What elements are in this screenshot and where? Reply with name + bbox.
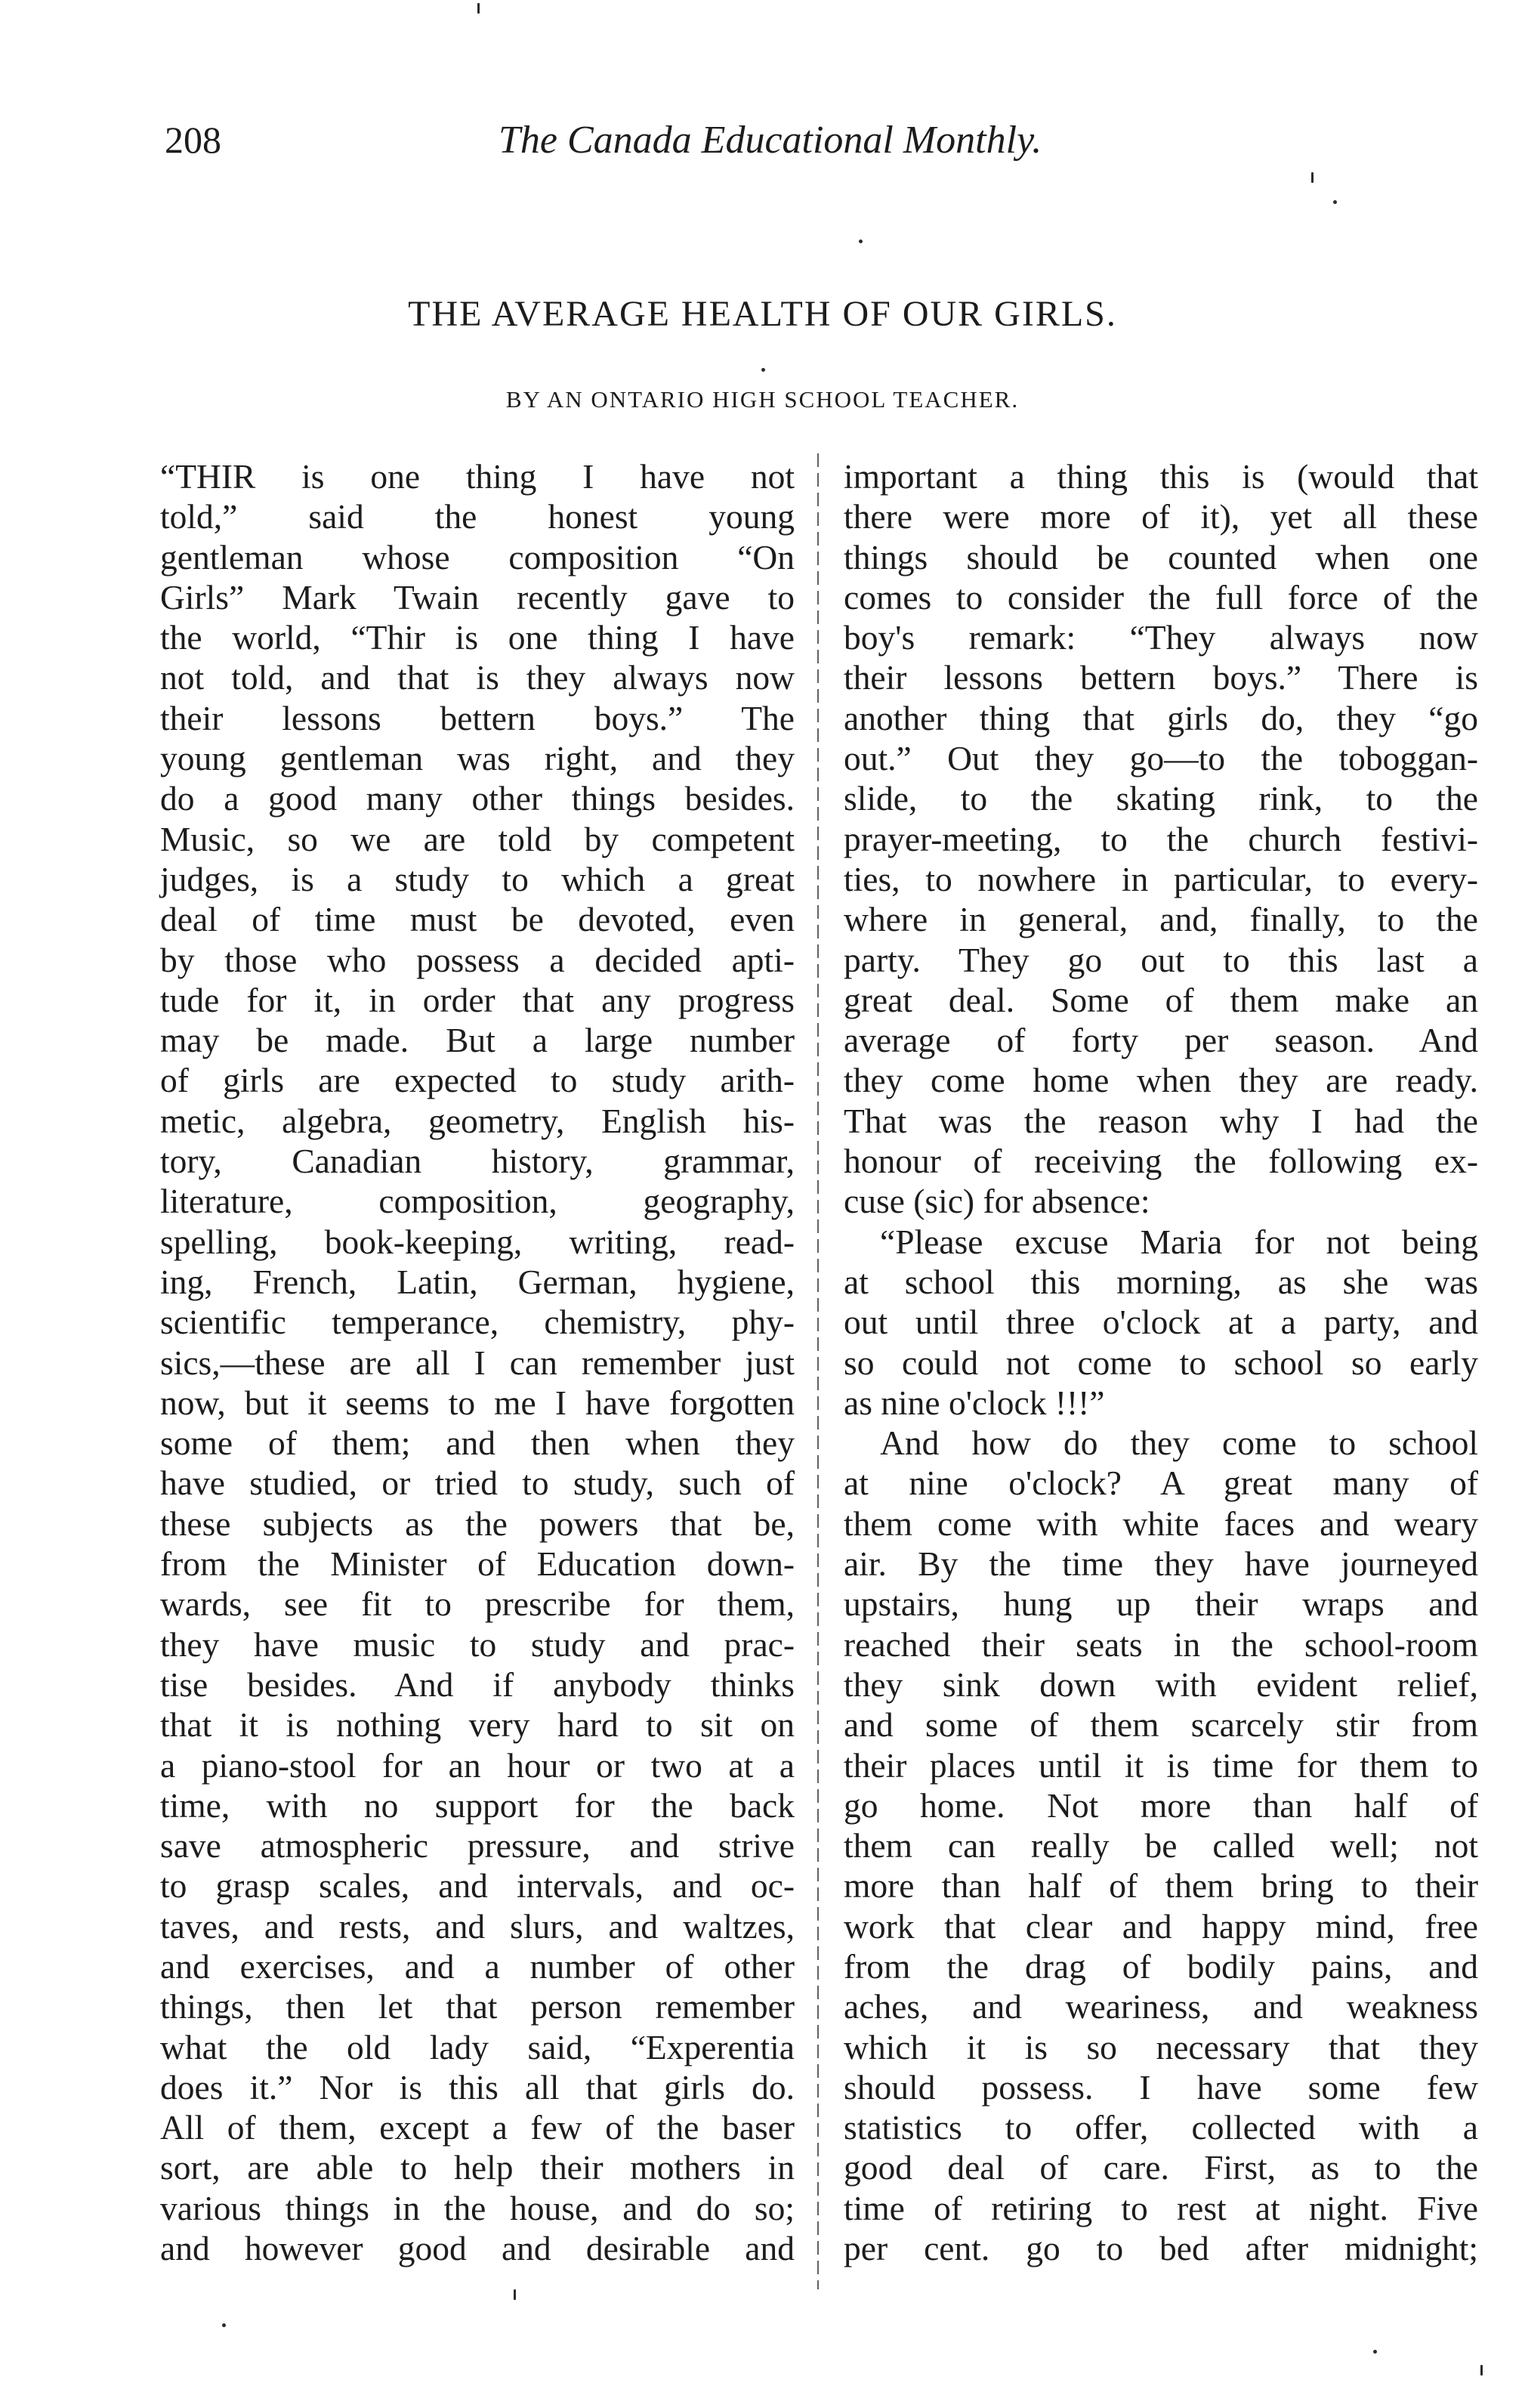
- text-line: so could not come to school so early: [844, 1343, 1478, 1382]
- text-line: and some of them scarcely stir from: [844, 1705, 1478, 1745]
- text-line: and exercises, and a number of other: [160, 1946, 795, 1986]
- print-speck: [1333, 200, 1337, 204]
- text-line: their places until it is time for them to: [844, 1745, 1478, 1785]
- text-line: things, then let that person remember: [160, 1987, 795, 2026]
- text-line: scientific temperance, chemistry, phy-: [160, 1303, 795, 1342]
- text-line: reached their seats in the school-room: [844, 1624, 1478, 1664]
- text-line: save atmospheric pressure, and strive: [160, 1826, 795, 1866]
- text-line: out until three o'clock at a party, and: [844, 1303, 1478, 1342]
- text-line: another thing that girls do, they “go: [844, 698, 1478, 737]
- text-line: does it.” Nor is this all that girls do.: [160, 2067, 795, 2107]
- print-speck: [1480, 2365, 1483, 2376]
- text-line: them can really be called well; not: [844, 1826, 1478, 1866]
- text-line: boy's remark: “They always now: [844, 618, 1478, 657]
- text-line: average of forty per season. And: [844, 1021, 1478, 1060]
- text-line: as nine o'clock !!!”: [844, 1383, 1105, 1422]
- text-line: not told, and that is they always now: [160, 658, 795, 697]
- text-line: to grasp scales, and intervals, and oc-: [160, 1866, 795, 1906]
- print-speck: [761, 368, 765, 372]
- text-line: and however good and desirable and: [160, 2229, 795, 2268]
- running-title: The Canada Educational Monthly.: [499, 119, 1042, 162]
- text-line: these subjects as the powers that be,: [160, 1504, 795, 1543]
- text-line: they come home when they are ready.: [844, 1061, 1478, 1100]
- text-line: now, but it seems to me I have forgotten: [160, 1383, 795, 1422]
- text-line: told,” said the honest young: [160, 497, 795, 536]
- text-line: ties, to nowhere in particular, to every-: [844, 859, 1478, 898]
- print-speck: [477, 3, 480, 14]
- text-line: tise besides. And if anybody thinks: [160, 1665, 795, 1704]
- text-line: should possess. I have some few: [844, 2067, 1478, 2107]
- text-line: Girls” Mark Twain recently gave to: [160, 577, 795, 617]
- text-line: slide, to the skating rink, to the: [844, 779, 1478, 818]
- text-line: have studied, or tried to study, such of: [160, 1464, 795, 1503]
- text-line: do a good many other things besides.: [160, 779, 795, 818]
- text-line: at nine o'clock? A great many of: [844, 1464, 1478, 1503]
- article-title: THE AVERAGE HEALTH OF OUR GIRLS.: [408, 294, 1117, 334]
- print-speck: [222, 2323, 226, 2327]
- text-line: various things in the house, and do so;: [160, 2188, 795, 2227]
- text-line: a piano-stool for an hour or two at a: [160, 1745, 795, 1785]
- text-line: “Please excuse Maria for not being: [880, 1222, 1478, 1261]
- text-line: their lessons bettern boys.” There is: [844, 658, 1478, 697]
- column-divider: [817, 453, 819, 2289]
- text-line: prayer-meeting, to the church festivi-: [844, 819, 1478, 858]
- text-line: them come with white faces and weary: [844, 1504, 1478, 1543]
- text-line: by those who possess a decided apti-: [160, 940, 795, 979]
- text-line: sics,—these are all I can remember just: [160, 1343, 795, 1382]
- text-line: party. They go out to this last a: [844, 940, 1478, 979]
- text-line: And how do they come to school: [880, 1423, 1478, 1463]
- text-line: aches, and weariness, and weakness: [844, 1987, 1478, 2026]
- text-line: tory, Canadian history, grammar,: [160, 1142, 795, 1181]
- text-line: “THIR is one thing I have not: [160, 457, 795, 496]
- text-line: sort, are able to help their mothers in: [160, 2148, 795, 2187]
- text-line: tude for it, in order that any progress: [160, 980, 795, 1019]
- text-line: comes to consider the full force of the: [844, 577, 1478, 617]
- text-line: of girls are expected to study arith-: [160, 1061, 795, 1100]
- text-line: some of them; and then when they: [160, 1423, 795, 1463]
- text-line: may be made. But a large number: [160, 1021, 795, 1060]
- text-line: air. By the time they have journeyed: [844, 1544, 1478, 1584]
- text-line: they have music to study and prac-: [160, 1624, 795, 1664]
- text-line: judges, is a study to which a great: [160, 859, 795, 898]
- text-column-left: [160, 456, 795, 2268]
- text-line: work that clear and happy mind, free: [844, 1906, 1478, 1946]
- text-line: where in general, and, finally, to the: [844, 900, 1478, 939]
- text-line: which it is so necessary that they: [844, 2027, 1478, 2066]
- text-column-right: [844, 456, 1478, 2268]
- text-line: statistics to offer, collected with a: [844, 2108, 1478, 2147]
- text-line: their lessons bettern boys.” The: [160, 698, 795, 737]
- text-line: upstairs, hung up their wraps and: [844, 1584, 1478, 1624]
- text-line: wards, see fit to prescribe for them,: [160, 1584, 795, 1624]
- text-line: taves, and rests, and slurs, and waltzes,: [160, 1906, 795, 1946]
- print-speck: [1311, 172, 1314, 183]
- text-line: out.” Out they go—to the toboggan-: [844, 739, 1478, 778]
- text-line: important a thing this is (would that: [844, 457, 1478, 496]
- text-line: honour of receiving the following ex-: [844, 1142, 1478, 1181]
- text-line: cuse (sic) for absence:: [844, 1182, 1150, 1221]
- text-line: gentleman whose composition “On: [160, 537, 795, 576]
- print-speck: [514, 2289, 516, 2300]
- article-byline: BY AN ONTARIO HIGH SCHOOL TEACHER.: [505, 386, 1020, 413]
- text-line: per cent. go to bed after midnight;: [844, 2229, 1478, 2268]
- text-line: great deal. Some of them make an: [844, 980, 1478, 1019]
- text-line: go home. Not more than half of: [844, 1785, 1478, 1825]
- text-line: spelling, book-keeping, writing, read-: [160, 1222, 795, 1261]
- text-line: That was the reason why I had the: [844, 1101, 1478, 1140]
- text-line: Music, so we are told by competent: [160, 819, 795, 858]
- print-speck: [859, 240, 863, 243]
- text-line: literature, composition, geography,: [160, 1182, 795, 1221]
- text-line: they sink down with evident relief,: [844, 1665, 1478, 1704]
- text-line: what the old lady said, “Experentia: [160, 2027, 795, 2066]
- text-line: at school this morning, as she was: [844, 1262, 1478, 1301]
- text-line: things should be counted when one: [844, 537, 1478, 576]
- text-line: good deal of care. First, as to the: [844, 2148, 1478, 2187]
- text-line: time of retiring to rest at night. Five: [844, 2188, 1478, 2227]
- text-line: deal of time must be devoted, even: [160, 900, 795, 939]
- text-line: ing, French, Latin, German, hygiene,: [160, 1262, 795, 1301]
- text-line: metic, algebra, geometry, English his-: [160, 1101, 795, 1140]
- print-speck: [1373, 2350, 1377, 2354]
- text-line: All of them, except a few of the baser: [160, 2108, 795, 2147]
- text-line: young gentleman was right, and they: [160, 739, 795, 778]
- page-number: 208: [165, 119, 221, 161]
- text-line: from the Minister of Education down-: [160, 1544, 795, 1584]
- text-line: there were more of it), yet all these: [844, 497, 1478, 536]
- text-line: time, with no support for the back: [160, 1785, 795, 1825]
- text-line: the world, “Thir is one thing I have: [160, 618, 795, 657]
- text-line: that it is nothing very hard to sit on: [160, 1705, 795, 1745]
- text-line: from the drag of bodily pains, and: [844, 1946, 1478, 1986]
- text-line: more than half of them bring to their: [844, 1866, 1478, 1906]
